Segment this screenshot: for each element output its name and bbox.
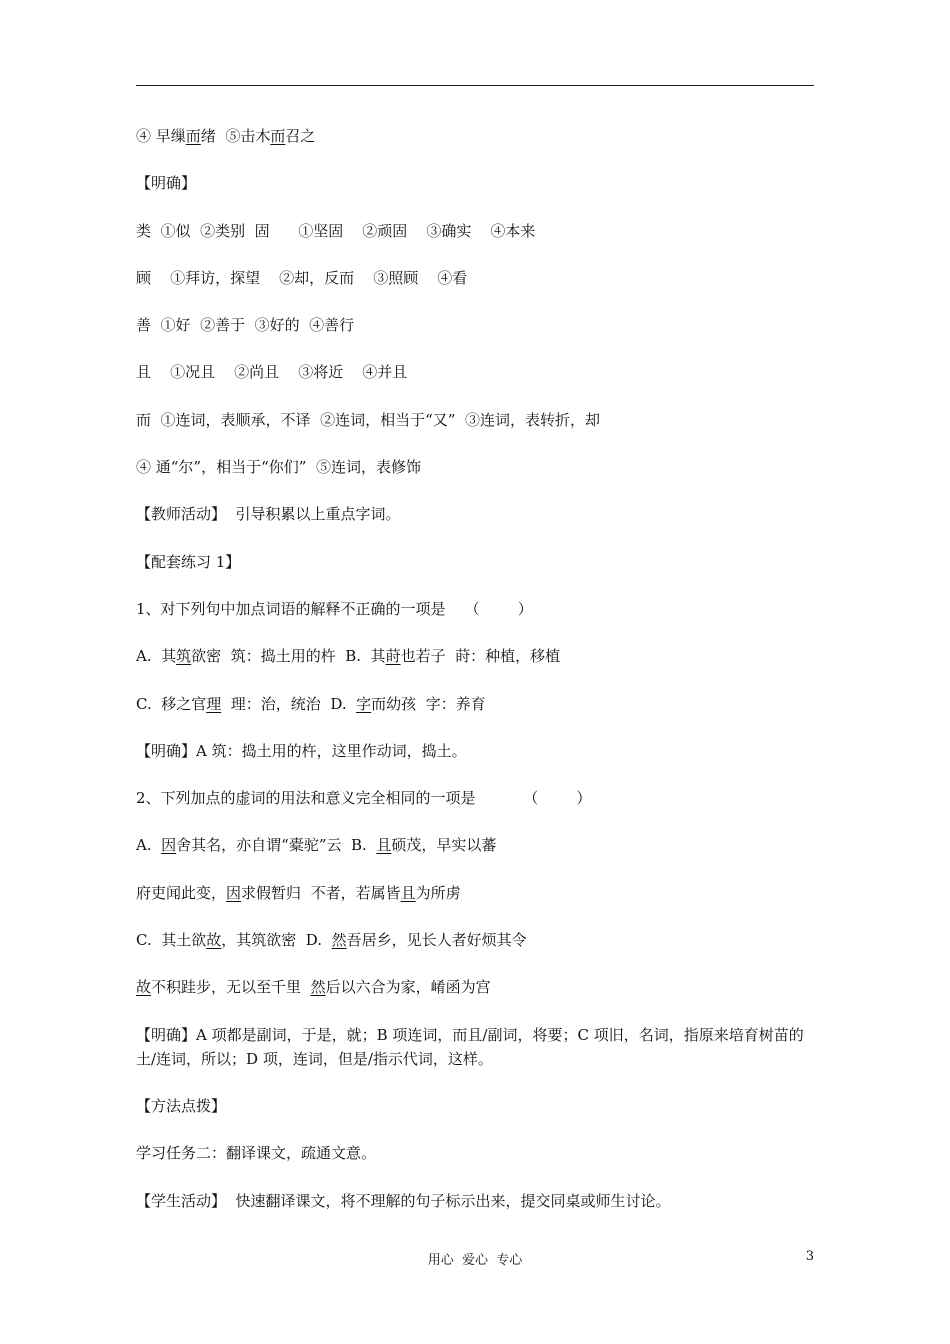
text-line <box>136 1141 816 1165</box>
text-run: ④ 通“尔”，相当于“你们” ⑤连词，表修饰 <box>136 458 421 477</box>
underlined-word: 因 <box>161 836 177 855</box>
underlined-word: 理 <box>206 694 222 713</box>
text-run: C. 其土欲 <box>136 931 207 950</box>
text-line <box>136 975 816 999</box>
text-run: 1、对下列句中加点词语的解释不正确的一项是 （ ） <box>136 599 533 618</box>
text-run: 学习任务二：翻译课文，疏通文意。 <box>136 1144 377 1163</box>
text-run: 善 ①好 ②善于 ③好的 ④善行 <box>136 316 355 335</box>
text-line <box>136 266 816 290</box>
text-run: 硕茂，早实以蕃 <box>391 836 497 855</box>
text-run: 【教师活动】 引导积累以上重点字词。 <box>136 505 401 524</box>
text-run: 吾居乡，见长人者好烦其令 <box>346 931 527 950</box>
text-line <box>136 313 816 337</box>
text-run: 欲密 筑：捣土用的杵 B. 其 <box>191 647 386 666</box>
text-line <box>136 597 816 621</box>
text-line <box>136 644 816 668</box>
underlined-word: 而 <box>185 127 201 145</box>
text-run: 【明确】A 项都是副词，于是，就；B 项连词，而且/副词，将要；C 项旧，名词，指原来培育树苗的土/连词，所以；D 项，连词，但是/指示代词，这样。 <box>136 1025 804 1068</box>
text-line <box>136 219 816 243</box>
text-run: 召之 <box>285 127 316 145</box>
text-run: 且 ①况且 ②尚且 ③将近 ④并且 <box>136 363 408 382</box>
text-run: ④ 早缫 <box>136 127 186 145</box>
text-line <box>136 502 816 526</box>
footer-slogan: 用心 爱心 专心 <box>427 1253 523 1268</box>
text-line <box>136 171 816 195</box>
text-run: ，其筑欲密 D. <box>221 931 332 950</box>
underlined-word: 然 <box>310 978 326 997</box>
text-run: 2、下列加点的虚词的用法和意义完全相同的一项是 （ ） <box>136 789 592 808</box>
text-line <box>136 1023 816 1071</box>
underlined-word: 且 <box>376 836 392 855</box>
header-rule <box>136 85 814 86</box>
underlined-word: 故 <box>136 978 152 997</box>
text-line <box>136 455 816 479</box>
text-run: 后以六合为家，崤函为宫 <box>325 978 491 997</box>
text-run: A. <box>136 836 162 855</box>
text-run: A. 其 <box>136 647 177 666</box>
text-line <box>136 881 816 905</box>
text-line <box>136 928 816 952</box>
text-run: 也若子 莳：种植，移植 <box>400 647 561 666</box>
text-run: 为所虏 <box>415 883 461 902</box>
underlined-word: 因 <box>226 883 242 902</box>
text-line <box>136 786 816 810</box>
text-run: 不积跬步，无以至千里 <box>151 978 311 997</box>
page-number: 3 <box>805 1249 814 1264</box>
text-run: 而 ①连词，表顺承，不译 ②连词，相当于“又” ③连词，表转折，却 <box>136 410 600 429</box>
text-run: 【明确】A 筑：捣土用的杵，这里作动词，捣土。 <box>136 741 467 760</box>
text-line <box>136 360 816 384</box>
underlined-word: 筑 <box>176 647 192 666</box>
text-run: 绪 ⑤击木 <box>200 127 271 145</box>
text-run: 府吏闻此变， <box>136 883 227 902</box>
text-run: 【学生活动】 快速翻译课文，将不理解的句子标示出来，提交同桌或师生讨论。 <box>136 1191 671 1210</box>
text-run: 而幼孩 字：养育 <box>371 694 486 713</box>
text-line <box>136 550 816 574</box>
text-line <box>136 1094 816 1118</box>
text-line <box>136 692 816 716</box>
text-run: 类 ①似 ②类别 固 ①坚固 ②顽固 ③确实 ④本来 <box>136 221 536 240</box>
text-run: 【方法点拨】 <box>136 1096 227 1115</box>
text-line <box>136 739 816 763</box>
underlined-word: 莳 <box>385 647 401 666</box>
text-line <box>136 833 816 857</box>
text-run: C. 移之官 <box>136 694 207 713</box>
text-line <box>136 124 816 148</box>
underlined-word: 而 <box>270 127 286 145</box>
underlined-word: 且 <box>400 883 416 902</box>
text-run: 求假暂归 不者，若属皆 <box>241 883 401 902</box>
text-run: 舍其名，亦自谓“橐驼”云 B. <box>176 836 377 855</box>
underlined-word: 故 <box>206 931 222 950</box>
text-run: 【明确】 <box>136 174 197 193</box>
underlined-word: 字 <box>356 694 372 713</box>
underlined-word: 然 <box>331 931 347 950</box>
text-line <box>136 408 816 432</box>
text-run: 【配套练习 1】 <box>136 552 241 571</box>
text-run: 顾 ①拜访，探望 ②却，反而 ③照顾 ④看 <box>136 268 468 287</box>
document-body <box>136 124 816 1236</box>
text-line <box>136 1189 816 1213</box>
text-run: 理：治，统治 D. <box>221 694 357 713</box>
